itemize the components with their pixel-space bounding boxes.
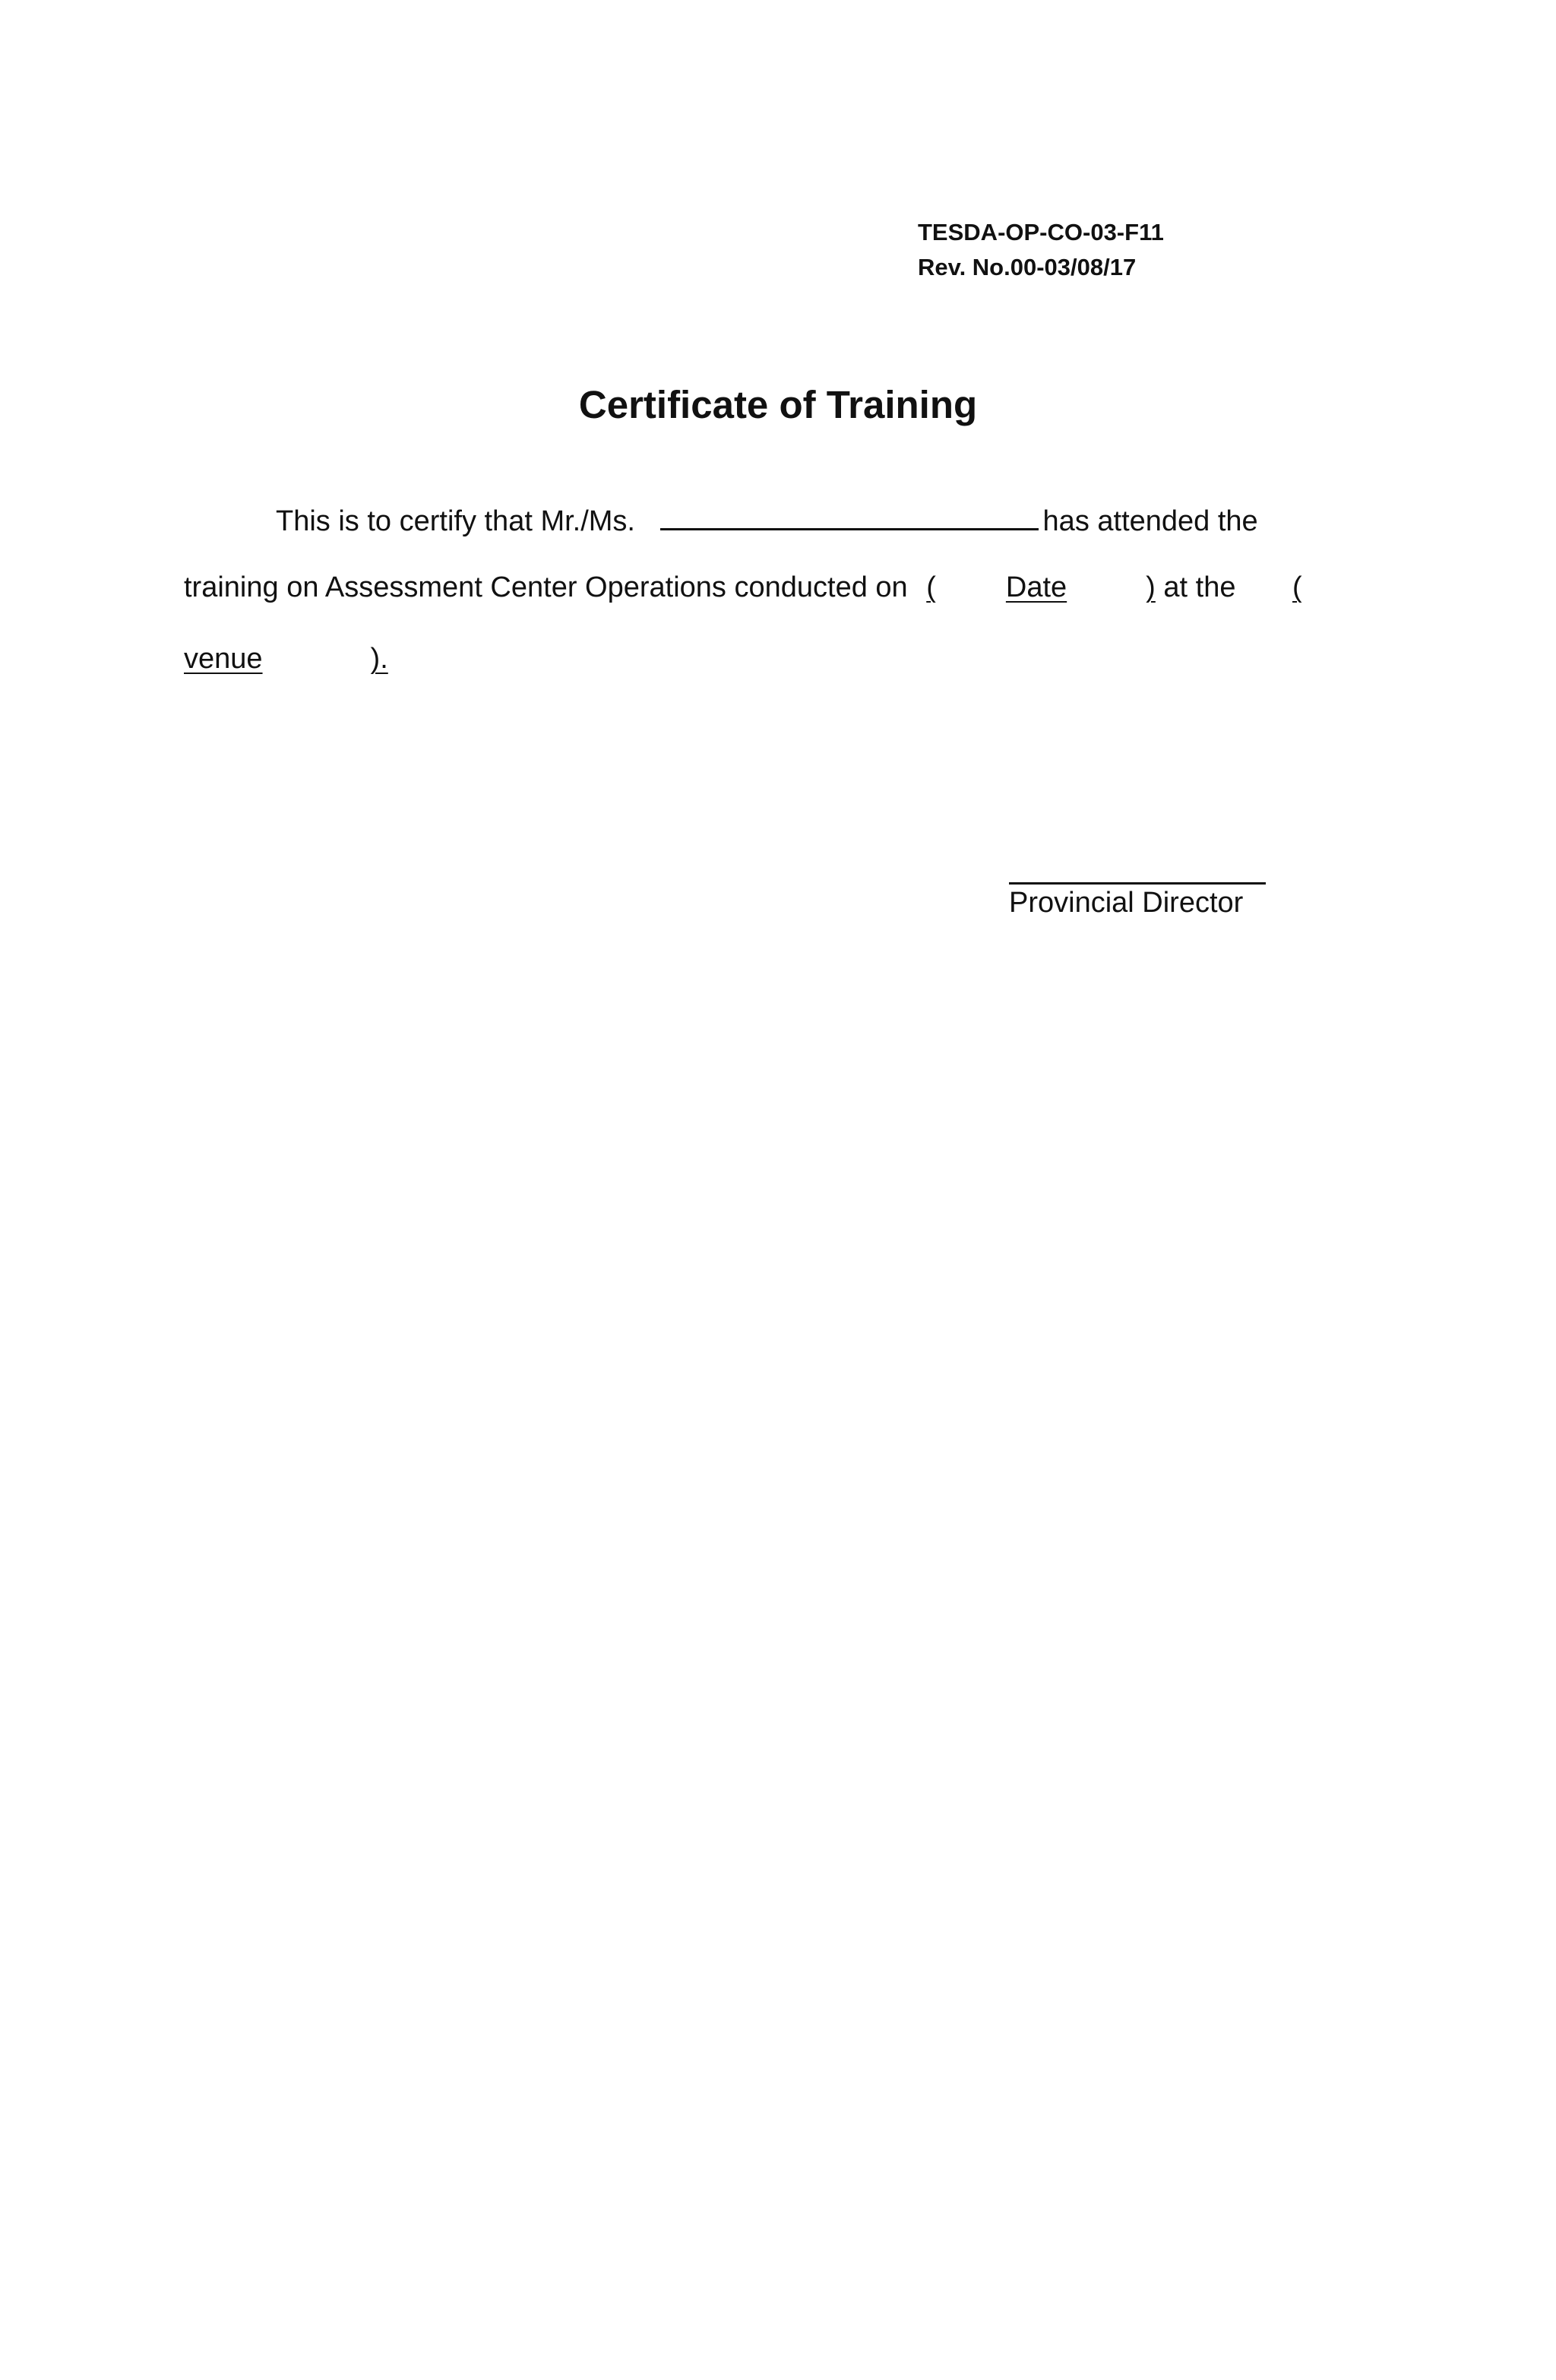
certify-suffix: has attended the (1042, 505, 1258, 537)
name-blank-field[interactable] (660, 498, 1039, 530)
certify-prefix: This is to certify that Mr./Ms. (276, 505, 635, 537)
venue-placeholder: venue (184, 643, 263, 675)
date-open-paren: ( (926, 571, 936, 603)
venue-line (184, 640, 388, 678)
revision-number: Rev. No.00-03/08/17 (918, 254, 1137, 280)
signatory-title: Provincial Director (1009, 887, 1244, 919)
date-field[interactable] (926, 571, 1156, 603)
venue-field[interactable] (184, 643, 388, 675)
at-the-text: at the (1163, 571, 1236, 603)
form-code-block (918, 215, 1164, 285)
training-text: training on Assessment Center Operations conducted on (184, 571, 908, 603)
training-line (184, 568, 1302, 606)
date-close-paren: ) (1146, 571, 1156, 603)
form-code: TESDA-OP-CO-03-F11 (918, 219, 1164, 245)
venue-open-paren: ( (1292, 571, 1302, 603)
certify-line (276, 498, 1258, 540)
date-placeholder: Date (1005, 571, 1067, 603)
certificate-title: Certificate of Training (578, 383, 978, 426)
venue-close: ). (370, 643, 388, 675)
